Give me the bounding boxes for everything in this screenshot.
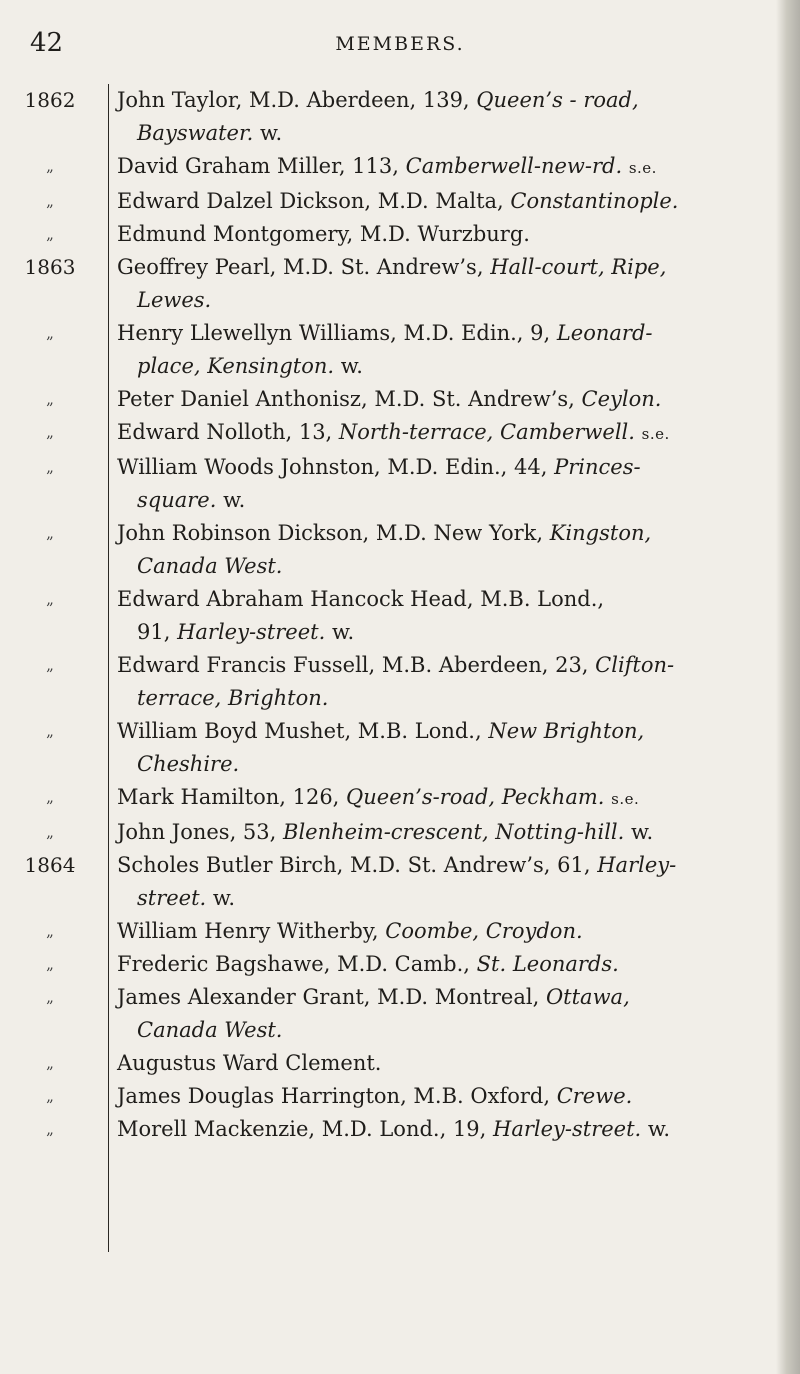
entry-segment: William Woods Johnston, M.D. Edin., 44, xyxy=(117,455,555,479)
address-text: Blenheim-crescent, Notting-hill. xyxy=(283,820,625,844)
member-entry xyxy=(0,915,800,948)
entry-segment: Edward Francis Fussell, M.B. Aberdeen, 23, xyxy=(117,653,596,677)
member-entry xyxy=(0,816,800,849)
entry-line xyxy=(117,816,760,849)
entry-text xyxy=(100,981,760,1047)
entry-segment: w. xyxy=(624,820,654,844)
entry-segment: Frederic Bagshawe, M.D. Camb., xyxy=(117,952,477,976)
address-text: Harley-street. xyxy=(493,1117,642,1141)
entry-line-continued xyxy=(117,1014,760,1047)
ditto-mark: „ xyxy=(46,788,54,806)
entry-segment: William Boyd Mushet, M.B. Lond., xyxy=(117,719,489,743)
ditto-mark: „ xyxy=(46,1087,54,1105)
entry-segment: James Alexander Grant, M.D. Montreal, xyxy=(117,985,546,1009)
entry-segment: Edward Dalzel Dickson, M.D. Malta, xyxy=(117,189,511,213)
entry-line xyxy=(117,715,760,748)
entry-segment: Peter Daniel Anthonisz, M.D. St. Andrew’s, xyxy=(117,387,582,411)
page-header xyxy=(0,28,800,62)
entry-segment: w. xyxy=(206,886,236,910)
entry-text xyxy=(100,84,760,150)
member-entry xyxy=(0,649,800,715)
entry-segment: Morell Mackenzie, M.D. Lond., 19, xyxy=(117,1117,494,1141)
entry-segment: James Douglas Harrington, M.B. Oxford, xyxy=(117,1084,557,1108)
entry-line xyxy=(117,915,760,948)
entry-line xyxy=(117,84,760,117)
entry-line xyxy=(117,981,760,1014)
entry-line-continued xyxy=(117,616,760,649)
ditto-mark: „ xyxy=(46,1054,54,1072)
entry-line xyxy=(117,185,760,218)
entry-line xyxy=(117,218,760,251)
ditto-mark: „ xyxy=(46,225,54,243)
entry-line xyxy=(117,948,760,981)
entry-line-continued xyxy=(117,284,760,317)
entry-text xyxy=(100,1047,760,1080)
address-text: Kingston, xyxy=(549,521,652,545)
member-entry xyxy=(0,583,800,649)
entry-line xyxy=(117,317,760,350)
member-entry xyxy=(0,1113,800,1146)
member-entry xyxy=(0,849,800,915)
entry-line xyxy=(117,451,760,484)
entry-line-continued xyxy=(117,882,760,915)
entry-segment xyxy=(635,420,642,444)
ditto-mark: „ xyxy=(46,955,54,973)
entry-text xyxy=(100,715,760,781)
address-text: Camberwell-new-rd. xyxy=(405,154,623,178)
entry-line xyxy=(117,781,760,816)
entry-text xyxy=(100,150,760,185)
entry-line-continued xyxy=(117,682,760,715)
entry-segment: Edward Abraham Hancock Head, M.B. Lond., xyxy=(117,587,605,611)
member-entry xyxy=(0,84,800,150)
address-text: Queen’s-road, Peckham. xyxy=(346,785,605,809)
address-text: place, Kensington. xyxy=(137,354,335,378)
member-entry xyxy=(0,383,800,416)
ditto-mark: „ xyxy=(46,722,54,740)
address-text: Bayswater. xyxy=(137,121,254,145)
entry-segment: Mark Hamilton, 126, xyxy=(117,785,347,809)
address-text: Princes- xyxy=(554,455,641,479)
entry-line xyxy=(117,1080,760,1113)
address-text: New Brighton, xyxy=(488,719,645,743)
entry-line-continued xyxy=(117,550,760,583)
entry-text xyxy=(100,1080,760,1113)
ditto-mark: „ xyxy=(46,458,54,476)
entry-segment: David Graham Miller, 113, xyxy=(117,154,406,178)
address-text: Coombe, Croydon. xyxy=(385,919,583,943)
entry-segment: 91, xyxy=(137,620,178,644)
ditto-mark: „ xyxy=(46,590,54,608)
entry-text xyxy=(100,383,760,416)
entry-text xyxy=(100,416,760,451)
member-entry xyxy=(0,1080,800,1113)
address-text: Constantinople. xyxy=(510,189,679,213)
entry-segment: John Jones, 53, xyxy=(117,820,284,844)
member-entry xyxy=(0,317,800,383)
ditto-mark: „ xyxy=(46,423,54,441)
entry-year: 1864 xyxy=(24,853,76,877)
entry-segment: Edmund Montgomery, M.D. Wurzburg. xyxy=(117,222,530,246)
ditto-mark: „ xyxy=(46,1120,54,1138)
member-entry xyxy=(0,1047,800,1080)
ditto-mark: „ xyxy=(46,656,54,674)
member-entry xyxy=(0,218,800,251)
entry-line-continued xyxy=(117,748,760,781)
page-number: 42 xyxy=(30,28,64,58)
address-text: Canada West. xyxy=(137,554,283,578)
address-text: Hall-court, Ripe, xyxy=(490,255,667,279)
member-entry xyxy=(0,185,800,218)
entry-line xyxy=(117,583,760,616)
entry-segment: w. xyxy=(334,354,363,378)
entry-line xyxy=(117,649,760,682)
address-text: Cheshire. xyxy=(137,752,240,776)
address-text: street. xyxy=(137,886,207,910)
entry-line-continued xyxy=(117,484,760,517)
address-text: Ceylon. xyxy=(581,387,662,411)
address-text: Leonard- xyxy=(556,321,653,345)
entry-line xyxy=(117,1113,760,1146)
member-entry xyxy=(0,251,800,317)
entry-segment: Geoffrey Pearl, M.D. St. Andrew’s, xyxy=(117,255,491,279)
entry-segment: Augustus Ward Clement. xyxy=(117,1051,382,1075)
address-text: Queen’s - road, xyxy=(476,88,639,112)
entry-line xyxy=(117,383,760,416)
address-text: square. xyxy=(137,488,217,512)
entry-line xyxy=(117,251,760,284)
entry-year: 1863 xyxy=(24,255,76,279)
entry-segment: John Taylor, M.D. Aberdeen, 139, xyxy=(117,88,477,112)
entry-line-continued xyxy=(117,117,760,150)
entry-line xyxy=(117,849,760,882)
running-head: MEMBERS. xyxy=(335,33,465,55)
entry-text xyxy=(100,915,760,948)
ditto-mark: „ xyxy=(46,823,54,841)
member-entry xyxy=(0,150,800,185)
ditto-mark: „ xyxy=(46,988,54,1006)
member-entry xyxy=(0,517,800,583)
entry-text xyxy=(100,948,760,981)
entry-text xyxy=(100,317,760,383)
member-entry xyxy=(0,948,800,981)
ditto-mark: „ xyxy=(46,524,54,542)
ditto-mark: „ xyxy=(46,390,54,408)
entry-segment: w. xyxy=(253,121,283,145)
entry-text xyxy=(100,781,760,816)
entry-segment: w. xyxy=(641,1117,671,1141)
entry-text xyxy=(100,451,760,517)
address-text: North-terrace, Camberwell. xyxy=(338,420,635,444)
entry-segment: s.e. xyxy=(611,790,640,808)
entry-line xyxy=(117,517,760,550)
member-entry xyxy=(0,451,800,517)
address-text: Harley- xyxy=(597,853,677,877)
entry-text xyxy=(100,251,760,317)
entry-segment: w. xyxy=(325,620,355,644)
entry-text xyxy=(100,816,760,849)
entry-segment: s.e. xyxy=(628,159,657,177)
address-text: Canada West. xyxy=(137,1018,283,1042)
entry-text xyxy=(100,517,760,583)
address-text: Ottawa, xyxy=(545,985,630,1009)
entry-segment: Scholes Butler Birch, M.D. St. Andrew’s, 61, xyxy=(117,853,598,877)
entry-segment xyxy=(622,154,629,178)
member-entry xyxy=(0,715,800,781)
entry-segment: John Robinson Dickson, M.D. New York, xyxy=(117,521,550,545)
entry-text xyxy=(100,1113,760,1146)
member-entry xyxy=(0,416,800,451)
address-text: St. Leonards. xyxy=(476,952,619,976)
entry-text xyxy=(100,649,760,715)
ditto-mark: „ xyxy=(46,922,54,940)
address-text: Crewe. xyxy=(556,1084,633,1108)
entry-text xyxy=(100,185,760,218)
entry-segment: s.e. xyxy=(641,425,670,443)
entry-segment: w. xyxy=(216,488,246,512)
address-text: Lewes. xyxy=(137,288,212,312)
address-text: Harley-street. xyxy=(177,620,326,644)
entry-text xyxy=(100,583,760,649)
address-text: Clifton- xyxy=(595,653,675,677)
entry-year: 1862 xyxy=(24,88,76,112)
entry-segment: William Henry Witherby, xyxy=(117,919,386,943)
member-entry xyxy=(0,981,800,1047)
entry-segment: Edward Nolloth, 13, xyxy=(117,420,339,444)
entry-text xyxy=(100,218,760,251)
entry-line xyxy=(117,150,760,185)
entry-line xyxy=(117,1047,760,1080)
entry-line xyxy=(117,416,760,451)
entry-text xyxy=(100,849,760,915)
page-edge-shadow xyxy=(776,0,800,1374)
member-entry xyxy=(0,781,800,816)
address-text: terrace, Brighton. xyxy=(137,686,329,710)
members-list xyxy=(0,84,800,1146)
ditto-mark: „ xyxy=(46,324,54,342)
ditto-mark: „ xyxy=(46,157,54,175)
entry-line-continued xyxy=(117,350,760,383)
entry-segment: Henry Llewellyn Williams, M.D. Edin., 9, xyxy=(117,321,557,345)
ditto-mark: „ xyxy=(46,192,54,210)
